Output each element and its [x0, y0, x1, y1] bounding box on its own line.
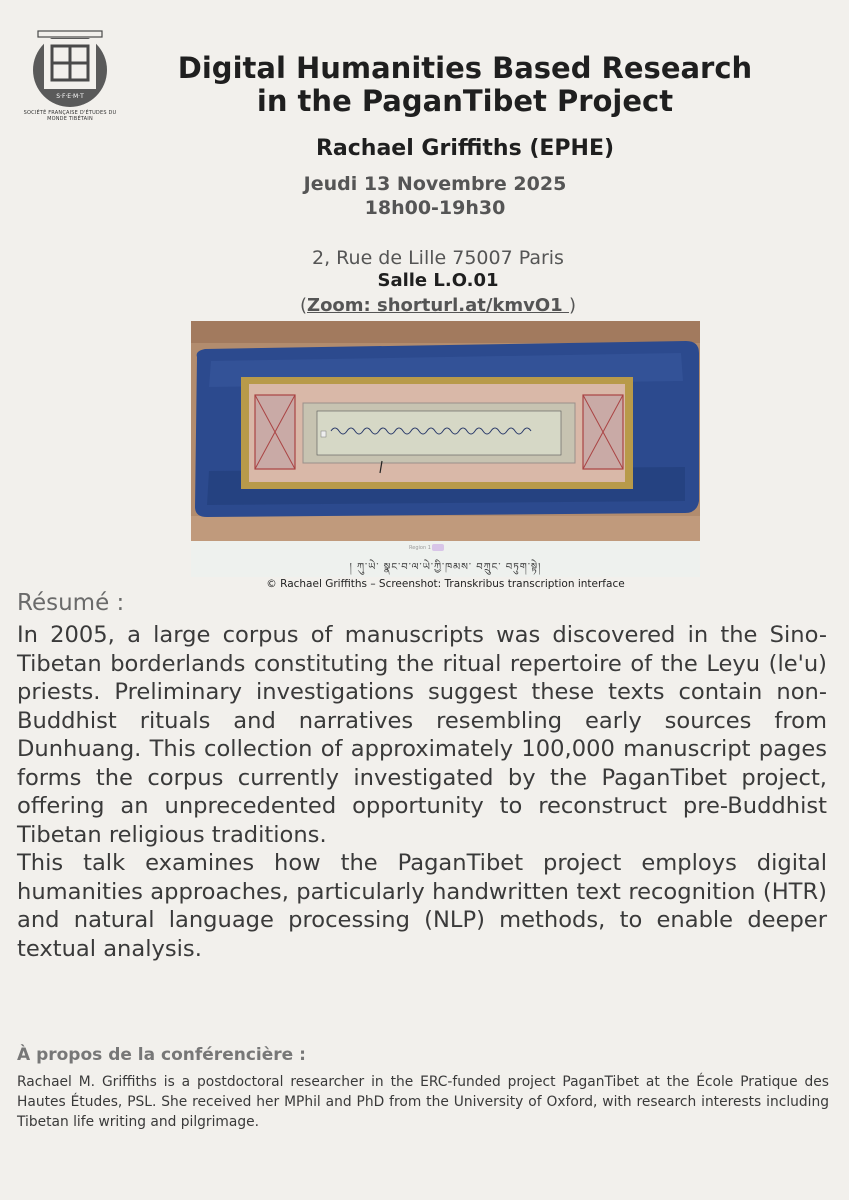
event-date	[200, 172, 670, 220]
zoom-paren-open: (	[299, 295, 308, 316]
tibetan-transcription: ། ཀུ་ཡེ་ སྣང་བ་ལ་ཡེ་ཀྱི་ཁམས་ བཀྲུང་ བཏུག་སྟེ།	[349, 562, 542, 573]
zoom-link[interactable]: Zoom: shorturl.at/kmvO1	[307, 295, 569, 316]
resume-paragraph-2: This talk examines how the PaganTibet project employs digital humanities approaches, particularly handwritten text recognition (HTR) and natural language processing (NLP) methods, to enable deeper textual analysis.	[17, 850, 827, 962]
region-tag	[432, 544, 444, 551]
resume-paragraph-1: In 2005, a large corpus of manuscripts was discovered in the Sino-Tibetan borderlands constituting the ritual repertoire of the Leyu (le'u) priests. Preliminary investigations suggest these texts contain non-Buddhist rituals and narratives resembling early sources from Dunhuang. This collection of approximately 100,000 manuscript pages forms the corpus currently investigated by the PaganTibet project, offering an unprecedented opportunity to reconstruct pre-Buddhist Tibetan religious traditions.	[17, 622, 827, 848]
sfemt-logo	[30, 26, 110, 108]
image-caption: © Rachael Griffiths – Screenshot: Transkribus transcription interface	[266, 578, 625, 590]
speaker-name: Rachael Griffiths (EPHE)	[315, 136, 615, 161]
title-line-1: Digital Humanities Based Research	[177, 51, 753, 85]
event-day: Jeudi 13 Novembre 2025	[303, 173, 567, 195]
zoom-paren-close: )	[568, 295, 577, 316]
resume-body	[17, 621, 827, 963]
logo-acronym: S·F·E·M·T	[56, 93, 84, 100]
zoom-line	[200, 295, 676, 316]
manuscript-photo	[191, 321, 700, 541]
event-room: Salle L.O.01	[377, 270, 499, 291]
event-title	[120, 52, 810, 118]
logo-subtitle: SOCIÉTÉ FRANÇAISE D'ÉTUDES DU MONDE TIBÉTAIN	[23, 110, 117, 122]
transkribus-panel	[191, 541, 700, 577]
event-time: 18h00-19h30	[364, 197, 506, 219]
about-body: Rachael M. Griffiths is a postdoctoral researcher in the ERC-funded project PaganTibet at the École Pratique des Hautes Études, PSL. She received her MPhil and PhD from the University of Oxford, with research interests including Tibetan life writing and pilgrimage.	[17, 1074, 829, 1130]
resume-heading: Résumé :	[17, 590, 125, 616]
event-address: 2, Rue de Lille 75007 Paris	[312, 247, 564, 269]
title-line-2: in the PaganTibet Project	[256, 84, 674, 118]
region-label: Region 1	[409, 545, 431, 551]
about-heading: À propos de la conférencière :	[17, 1045, 306, 1065]
